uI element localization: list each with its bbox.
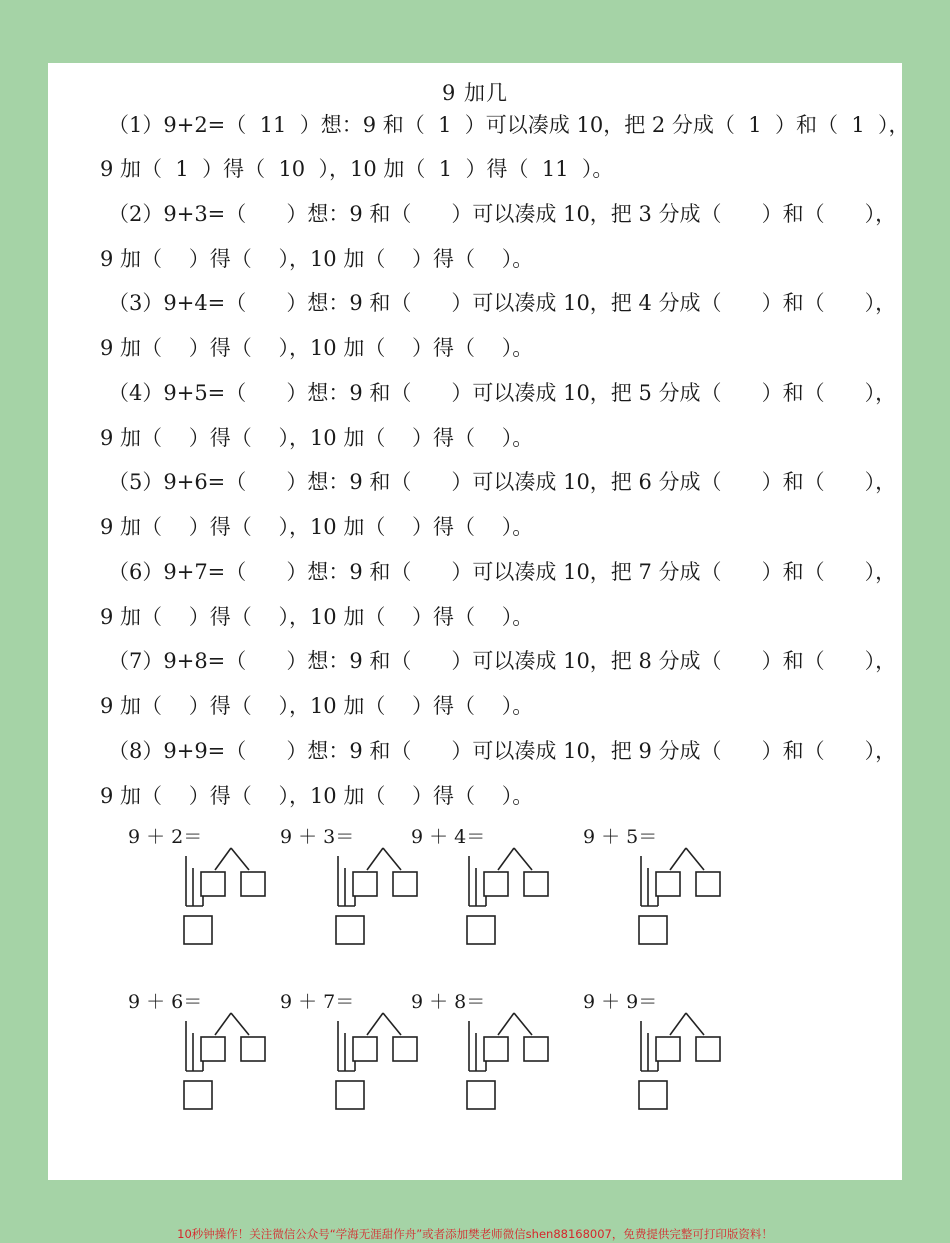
split-line-right xyxy=(231,848,249,870)
diagram-figure xyxy=(280,828,400,948)
split-box-right xyxy=(696,872,720,896)
split-box-left xyxy=(201,872,225,896)
split-line-right xyxy=(514,1013,532,1035)
ten-answer-box xyxy=(639,1081,667,1109)
diagram-9-plus-2 xyxy=(128,828,268,958)
diagram-equation: 9 ＋ 3＝ xyxy=(280,826,355,848)
ten-answer-box xyxy=(184,1081,212,1109)
split-line-left xyxy=(215,1013,231,1035)
split-box-right xyxy=(241,1037,265,1061)
diagram-equation: 9 ＋ 4＝ xyxy=(411,826,486,848)
problem-2-line-1: （2）9+3=（ ）想：9 和（ ）可以凑成 10，把 3 分成（ ）和（ ）， xyxy=(108,202,897,226)
worksheet xyxy=(48,63,910,1180)
problem-6-line-1: （6）9+7=（ ）想：9 和（ ）可以凑成 10，把 7 分成（ ）和（ ）， xyxy=(108,560,897,584)
problem-5-line-1: （5）9+6=（ ）想：9 和（ ）可以凑成 10，把 6 分成（ ）和（ ）， xyxy=(108,470,897,494)
split-box-left xyxy=(201,1037,225,1061)
problem-4-line-1: （4）9+5=（ ）想：9 和（ ）可以凑成 10，把 5 分成（ ）和（ ）， xyxy=(108,381,897,405)
ten-answer-box xyxy=(639,916,667,944)
diagram-9-plus-9 xyxy=(583,993,723,1123)
split-box-left xyxy=(656,872,680,896)
split-line-left xyxy=(498,848,514,870)
diagram-equation: 9 ＋ 8＝ xyxy=(411,991,486,1013)
diagram-9-plus-3 xyxy=(280,828,420,958)
problem-8-line-2: 9 加（ ）得（ ），10 加（ ）得（ ）。 xyxy=(100,784,534,808)
problem-5-line-2: 9 加（ ）得（ ），10 加（ ）得（ ）。 xyxy=(100,515,534,539)
split-line-left xyxy=(367,1013,383,1035)
diagram-figure xyxy=(280,993,400,1113)
split-line-right xyxy=(514,848,532,870)
diagram-figure xyxy=(411,828,531,948)
split-line-right xyxy=(383,1013,401,1035)
ten-answer-box xyxy=(467,916,495,944)
diagram-equation: 9 ＋ 6＝ xyxy=(128,991,203,1013)
ten-answer-box xyxy=(184,916,212,944)
split-box-left xyxy=(656,1037,680,1061)
split-box-right xyxy=(696,1037,720,1061)
diagram-9-plus-5 xyxy=(583,828,723,958)
diagram-9-plus-7 xyxy=(280,993,420,1123)
split-box-left xyxy=(353,1037,377,1061)
split-box-left xyxy=(353,872,377,896)
split-line-left xyxy=(215,848,231,870)
split-line-right xyxy=(686,1013,704,1035)
split-line-left xyxy=(670,848,686,870)
diagram-figure xyxy=(411,993,531,1113)
split-line-left xyxy=(498,1013,514,1035)
problem-3-line-2: 9 加（ ）得（ ），10 加（ ）得（ ）。 xyxy=(100,336,534,360)
diagram-9-plus-6 xyxy=(128,993,268,1123)
problem-3-line-1: （3）9+4=（ ）想：9 和（ ）可以凑成 10，把 4 分成（ ）和（ ）， xyxy=(108,291,897,315)
split-line-left xyxy=(670,1013,686,1035)
ten-answer-box xyxy=(467,1081,495,1109)
ten-answer-box xyxy=(336,916,364,944)
problem-8-line-1: （8）9+9=（ ）想：9 和（ ）可以凑成 10，把 9 分成（ ）和（ ）， xyxy=(108,739,897,763)
diagram-9-plus-4 xyxy=(411,828,551,958)
problem-2-line-2: 9 加（ ）得（ ），10 加（ ）得（ ）。 xyxy=(100,247,534,271)
diagram-figure xyxy=(128,993,248,1113)
problem-1-line-1: （1）9+2=（ 11 ）想：9 和（ 1 ）可以凑成 10，把 2 分成（ 1 ）和（ 1 ）， xyxy=(108,113,910,137)
worksheet-title: 9 加几 xyxy=(441,81,509,105)
diagram-equation: 9 ＋ 9＝ xyxy=(583,991,658,1013)
split-line-right xyxy=(686,848,704,870)
split-box-right xyxy=(241,872,265,896)
diagram-equation: 9 ＋ 5＝ xyxy=(583,826,658,848)
diagram-figure xyxy=(583,828,703,948)
diagram-equation: 9 ＋ 2＝ xyxy=(128,826,203,848)
problem-7-line-2: 9 加（ ）得（ ），10 加（ ）得（ ）。 xyxy=(100,694,534,718)
diagram-figure xyxy=(583,993,703,1113)
split-line-right xyxy=(383,848,401,870)
split-box-right xyxy=(524,872,548,896)
diagram-9-plus-8 xyxy=(411,993,551,1123)
diagram-equation: 9 ＋ 7＝ xyxy=(280,991,355,1013)
split-line-right xyxy=(231,1013,249,1035)
problem-4-line-2: 9 加（ ）得（ ），10 加（ ）得（ ）。 xyxy=(100,426,534,450)
split-line-left xyxy=(367,848,383,870)
problem-6-line-2: 9 加（ ）得（ ），10 加（ ）得（ ）。 xyxy=(100,605,534,629)
problem-7-line-1: （7）9+8=（ ）想：9 和（ ）可以凑成 10，把 8 分成（ ）和（ ）， xyxy=(108,649,897,673)
ten-answer-box xyxy=(336,1081,364,1109)
split-box-left xyxy=(484,872,508,896)
split-box-right xyxy=(524,1037,548,1061)
footer-promo-text: 10秒钟操作！关注微信公众号“学海无涯甜作舟”或者添加樊老师微信shen88168007，免费提供完整可打印版资料！ xyxy=(177,1227,773,1241)
diagram-figure xyxy=(128,828,248,948)
split-box-left xyxy=(484,1037,508,1061)
problem-1-line-2: 9 加（ 1 ）得（ 10 ），10 加（ 1 ）得（ 11 ）。 xyxy=(100,157,614,181)
